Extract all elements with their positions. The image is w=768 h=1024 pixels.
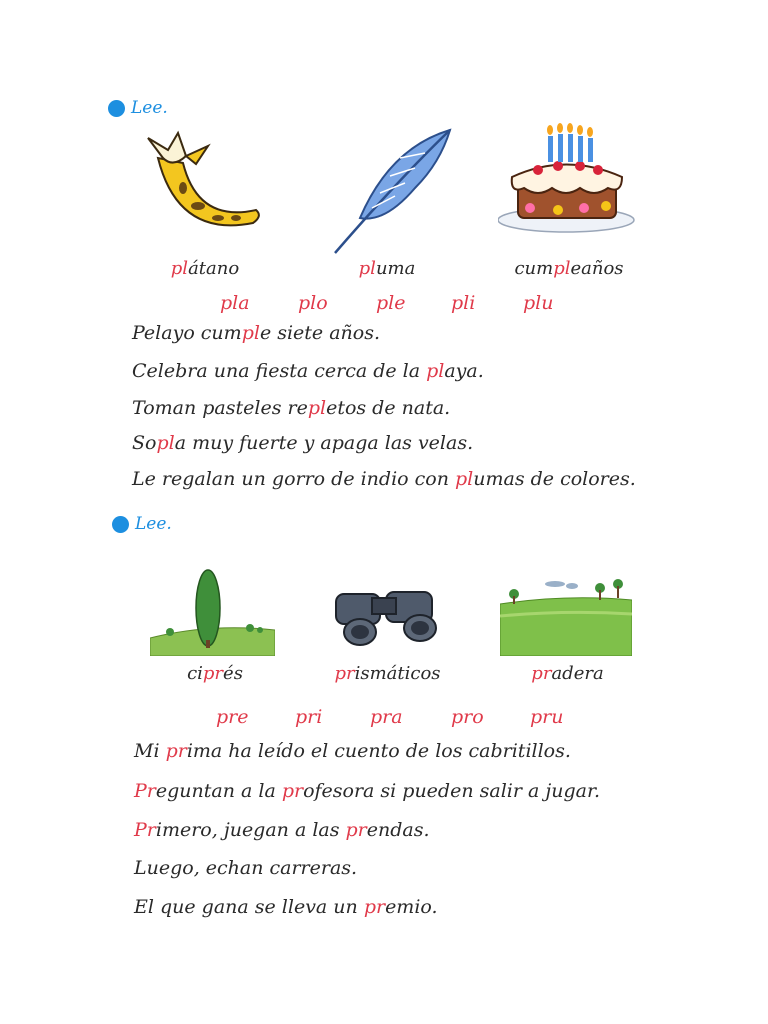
sentence-1: Pelayo cumple siete años.: [132, 322, 381, 344]
sentence-5: Le regalan un gorro de indio con plumas de colores.: [132, 468, 636, 490]
word-cumpleanos: cumpleaños: [514, 258, 624, 279]
syllable-pre: pre: [216, 706, 249, 728]
word-prismaticos: prismáticos: [334, 663, 441, 684]
sentence-2: Celebra una fiesta cerca de la playa.: [132, 360, 484, 382]
syllable-plu: plu: [523, 292, 554, 314]
syllable-plo: plo: [298, 292, 328, 314]
word-platano: plátano: [170, 258, 240, 279]
banana-icon: [138, 128, 268, 243]
section2-heading-text: Lee.: [135, 514, 172, 534]
syllable-pro: pro: [451, 706, 484, 728]
sentence-6: Mi prima ha leído el cuento de los cabritillos.: [134, 740, 571, 762]
bullet-dot-icon: [112, 516, 129, 533]
birthday-cake-icon: [498, 122, 638, 234]
syllable-pli: pli: [451, 292, 476, 314]
sentence-4: Sopla muy fuerte y apaga las velas.: [132, 432, 474, 454]
syllable-pra: pra: [370, 706, 403, 728]
syllable-pla: pla: [220, 292, 250, 314]
sentence-10: El que gana se lleva un premio.: [134, 896, 438, 918]
word-pradera: pradera: [531, 663, 604, 684]
section2-heading: [112, 514, 172, 534]
binoculars-icon: [330, 584, 442, 648]
syllable-pru: pru: [530, 706, 564, 728]
section1-heading-text: Lee.: [131, 98, 168, 118]
syllable-pri: pri: [295, 706, 323, 728]
sentence-9: Luego, echan carreras.: [134, 857, 358, 879]
sentence-7: Preguntan a la profesora si pueden salir a jugar.: [134, 780, 600, 802]
cypress-tree-icon: [150, 568, 275, 656]
word-cipres: ciprés: [187, 663, 243, 684]
sentence-3: Toman pasteles repletos de nata.: [132, 397, 451, 419]
feather-icon: [330, 128, 455, 256]
syllable-ple: ple: [376, 292, 406, 314]
bullet-dot-icon: [108, 100, 125, 117]
word-pluma: pluma: [358, 258, 416, 279]
meadow-icon: [500, 576, 632, 656]
sentence-8: Primero, juegan a las prendas.: [134, 819, 430, 841]
section1-heading: [108, 98, 168, 118]
